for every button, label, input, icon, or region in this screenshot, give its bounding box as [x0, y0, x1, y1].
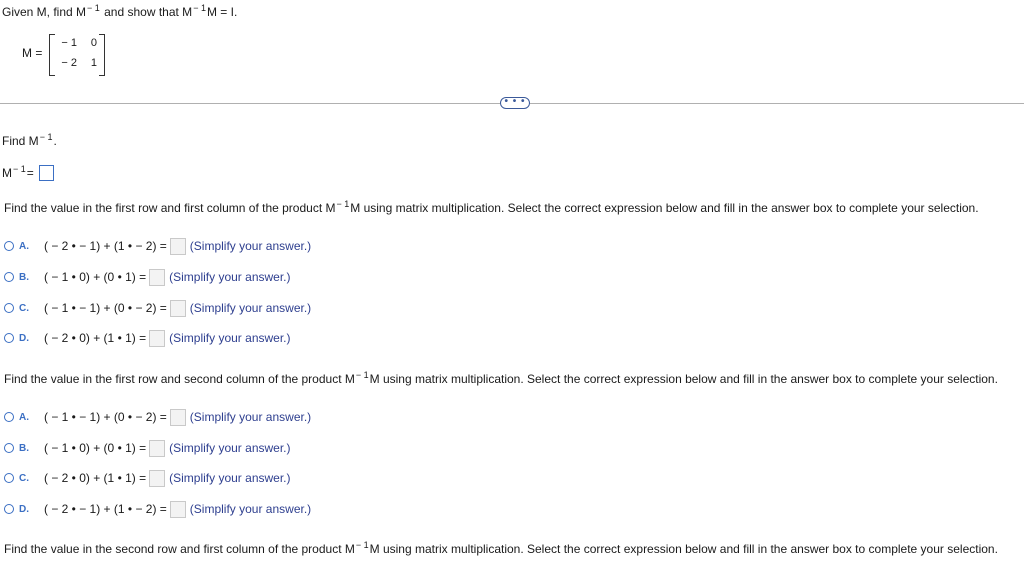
simplify-hint: (Simplify your answer.)	[189, 239, 312, 253]
q1-option-d[interactable]: D. ( − 2 • 0) + (1 • 1) = (Simplify your answer.)	[4, 329, 291, 347]
option-expression: ( − 1 • − 1) + (0 • − 2) =	[44, 301, 167, 315]
question-2-prompt: Find the value in the first row and second column of the product $M^{- 1}M$ using matrix multiplication. Select the correct expression below and fill in the answer box to complete your selection.	[4, 370, 998, 386]
inverse-answer-label: $M^{- 1}=$	[2, 164, 34, 180]
question-1-prompt: Find the value in the first row and first column of the product $M^{- 1}M$ using matrix multiplication. Select the correct expression below and fill in the answer box to complete your selection.	[4, 199, 979, 215]
radio-button[interactable]	[4, 333, 14, 343]
q2-option-d[interactable]: D. ( − 2 • − 1) + (1 • − 2) = (Simplify your answer.)	[4, 500, 311, 518]
simplify-hint: (Simplify your answer.)	[169, 331, 291, 345]
simplify-hint: (Simplify your answer.)	[169, 471, 291, 485]
matrix-label: M =	[22, 46, 43, 60]
question-3-prompt: Find the value in the second row and first column of the product $M^{- 1}M$ using matrix multiplication. Select the correct expression below and fill in the answer box to complete your selection.	[4, 540, 998, 556]
answer-box[interactable]	[149, 330, 165, 347]
q1-option-b[interactable]: B. ( − 1 • 0) + (0 • 1) = (Simplify your answer.)	[4, 268, 291, 286]
option-expression: ( − 2 • − 1) + (1 • − 2) =	[44, 239, 167, 253]
simplify-hint: (Simplify your answer.)	[189, 410, 312, 424]
q2-option-b[interactable]: B. ( − 1 • 0) + (0 • 1) = (Simplify your answer.)	[4, 439, 291, 457]
option-expression: ( − 1 • 0) + (0 • 1) =	[44, 441, 147, 455]
q1-option-a[interactable]: A. ( − 2 • − 1) + (1 • − 2) = (Simplify your answer.)	[4, 237, 311, 255]
option-expression: ( − 2 • − 1) + (1 • − 2) =	[44, 502, 167, 516]
answer-box[interactable]	[149, 440, 165, 457]
simplify-hint: (Simplify your answer.)	[189, 301, 312, 315]
q2-option-c[interactable]: C. ( − 2 • 0) + (1 • 1) = (Simplify your answer.)	[4, 469, 291, 487]
more-button[interactable]: • • •	[500, 97, 530, 109]
radio-button[interactable]	[4, 443, 14, 453]
inverse-answer-input[interactable]	[39, 165, 54, 181]
option-expression: ( − 2 • 0) + (1 • 1) =	[44, 331, 147, 345]
simplify-hint: (Simplify your answer.)	[169, 441, 291, 455]
simplify-hint: (Simplify your answer.)	[169, 270, 291, 284]
problem-statement: Given M, find $M^{- 1}$ and show that $M^{- 1}M = I$.	[2, 3, 238, 19]
answer-box[interactable]	[170, 409, 186, 426]
answer-box[interactable]	[149, 470, 165, 487]
answer-box[interactable]	[149, 269, 165, 286]
radio-button[interactable]	[4, 241, 14, 251]
radio-button[interactable]	[4, 272, 14, 282]
answer-box[interactable]	[170, 501, 186, 518]
option-expression: ( − 2 • 0) + (1 • 1) =	[44, 471, 147, 485]
matrix-m	[49, 34, 105, 74]
answer-box[interactable]	[170, 300, 186, 317]
matrix-cell-r2c2: 1	[90, 57, 97, 69]
find-inverse-prompt: Find $M^{- 1}$.	[2, 132, 57, 148]
radio-button[interactable]	[4, 504, 14, 514]
q2-option-a[interactable]: A. ( − 1 • − 1) + (0 • − 2) = (Simplify your answer.)	[4, 408, 311, 426]
simplify-hint: (Simplify your answer.)	[189, 502, 312, 516]
radio-button[interactable]	[4, 303, 14, 313]
q1-option-c[interactable]: C. ( − 1 • − 1) + (0 • − 2) = (Simplify your answer.)	[4, 299, 311, 317]
answer-box[interactable]	[170, 238, 186, 255]
matrix-cell-r1c2: 0	[90, 37, 97, 49]
matrix-cell-r1c1: − 1	[61, 37, 77, 49]
matrix-cell-r2c1: − 2	[61, 57, 77, 69]
option-expression: ( − 1 • 0) + (0 • 1) =	[44, 270, 147, 284]
radio-button[interactable]	[4, 412, 14, 422]
radio-button[interactable]	[4, 473, 14, 483]
matrix-right-bracket	[99, 34, 105, 76]
option-expression: ( − 1 • − 1) + (0 • − 2) =	[44, 410, 167, 424]
